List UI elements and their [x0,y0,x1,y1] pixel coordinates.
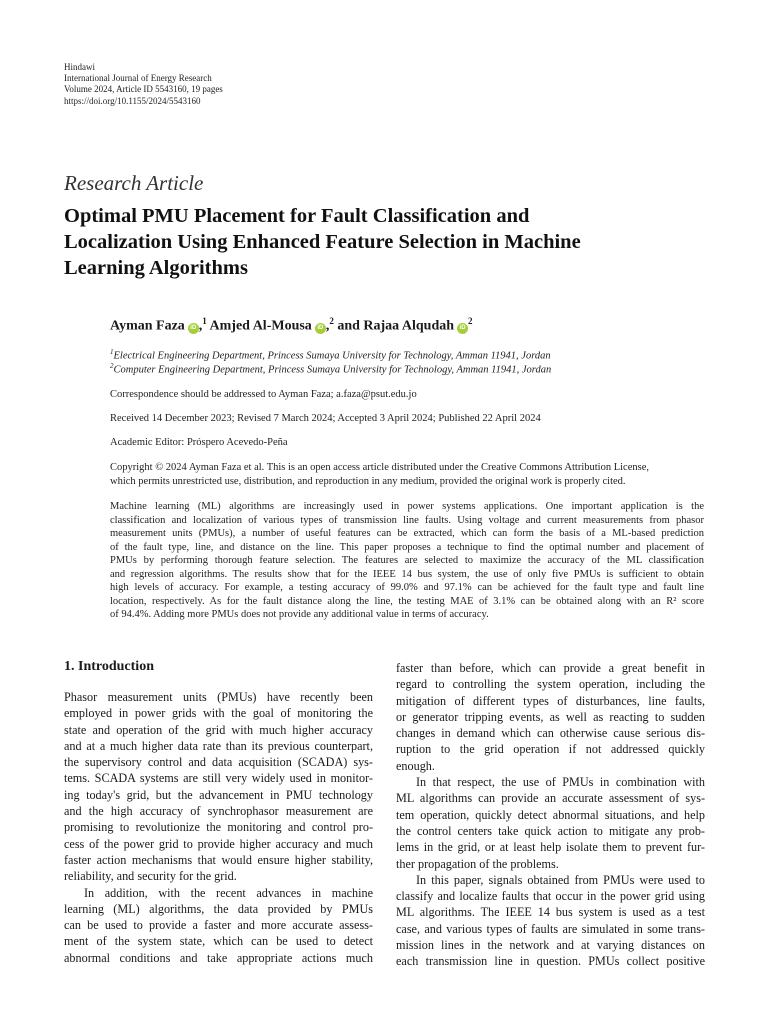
body-line: and the high accuracy of synchrophasor measurement are [64,804,373,819]
author-affiliation-marker: 2 [468,316,473,326]
body-line: the supervisory control and data acquisition (SCADA) sys- [64,755,373,770]
body-line: cess of the power grid to provide higher accuracy and much [64,836,373,851]
body-line: ML algorithms. The IEEE 14 bus system is used as a test [396,905,705,920]
orcid-icon[interactable]: iD [315,323,326,334]
journal-header [64,62,223,107]
body-line: ing today's grid, but the advancement in PMU technology [64,787,373,802]
body-line: enough. [396,758,435,773]
body-column-right [396,660,705,970]
body-line: each transmission line in question. PMUs collect positive [396,954,705,969]
body-line: learning (ML) algorithms, the data provided by PMUs [64,901,373,916]
article-type: Research Article [64,171,204,195]
body-line: In this paper, signals obtained from PMUs were used to [416,872,705,887]
body-line: abnormal conditions and take appropriate actions much [64,950,373,965]
title-line: Optimal PMU Placement for Fault Classification and [64,205,530,227]
title-line: Localization Using Enhanced Feature Selection in Machine [64,231,581,253]
publication-dates: Received 14 December 2023; Revised 7 March 2024; Accepted 3 April 2024; Published 22 April 2024 [110,413,541,424]
abstract-line: Machine learning (ML) algorithms are increasingly used in power systems applications. One important application is the [110,501,704,512]
author-affiliation-marker: 1 [202,316,207,326]
body-line: classify and localize faults that occur in the power grid using [396,889,705,904]
abstract-line: of the fault type, line, and distance on the line. This paper proposes a technique to find the optimal number and placement of [110,541,704,553]
body-line: changes in demand which can otherwise cause serious dis- [396,726,705,741]
body-line: state and operation of the grid with much higher accuracy [64,722,373,737]
body-line: regard to controlling the system operation, including the [396,677,705,692]
body-line: case, and various types of faults are simulated in some trans- [396,921,705,936]
abstract-line: PMUs by performing thorough feature selection. The features are selected to maximize the accuracy of the ML classification [110,555,704,566]
abstract-line: and regression algorithms. The results show that for the IEEE 14 bus system, the use of only five PMUs is sufficient to obtain [110,568,704,580]
body-line: and at a much higher data rate than its previous counterpart, [64,738,373,753]
publisher-name: Hindawi [64,62,95,72]
author-name[interactable]: Ayman Faza [110,318,185,334]
body-column-left [64,689,373,966]
orcid-icon[interactable]: iD [188,323,199,334]
body-line: lems in the grid, or at least help isolate them to prevent fur- [396,840,705,855]
body-line: faster action mechanisms that would ensure higher stability, [64,852,373,867]
author-affiliation-marker: 2 [329,316,334,326]
body-line: reliability, and security for the grid. [64,869,237,884]
doi-link[interactable]: https://doi.org/10.1155/2024/5543160 [64,95,201,106]
body-line: mitigation of different types of disturbances, line faults, [396,693,705,708]
paper-title [64,203,704,281]
body-line: In addition, with the recent advances in machine [84,885,373,900]
copyright-line: Copyright © 2024 Ayman Faza et al. This is an open access article distributed under the Creative Commons Attribution License, [110,462,649,473]
affiliation: $^2$Computer Engineering Department, Princess Sumaya University for Technology, Amman 11941, Jordan [110,362,552,376]
abstract-line: location, respectively. As for the fault distance along the line, the testing MAE of 3.1% can be obtained along with an R² score [110,595,704,607]
body-line: ruption to the grid operation if not addressed quickly [396,742,705,757]
abstract-line: classification and localization of various types of transmission line faults. Using voltage and current measurements from phasor [110,514,704,526]
abstract [110,500,704,622]
body-line: tem operation, quickly detect abnormal situations, and help [396,807,705,822]
section-heading: 1. Introduction [64,659,154,674]
body-line: In that respect, the use of PMUs in combination with [416,775,705,790]
body-line: ment of the system state, which can be used to detect [64,934,373,949]
body-line: ther propagation of the problems. [396,856,559,871]
body-line: faster than before, which can provide a great benefit in [396,661,705,675]
author-list: Ayman Faza iD ,$^1$ Amjed Al-Mousa iD ,$^2$ and Rajaa Alqudah $iD^2$ [110,316,473,334]
body-line: or generator tripping events, as well as reacting to sudden [396,709,705,724]
abstract-line: measurement units (PMUs), a number of useful features can be extracted, which can form the basis of a ML-based prediction [110,528,704,539]
affiliation: $^1$Electrical Engineering Department, Princess Sumaya University for Technology, Amman 11941, Jordan [110,348,551,362]
body-line: promising to revolutionize the monitoring and control pro- [64,820,373,835]
body-line: can be used to provide a faster and more accurate assess- [64,918,373,933]
journal-name: International Journal of Energy Research [64,73,212,84]
correspondence: Correspondence should be addressed to Ayman Faza; a.faza@psut.edu.jo [110,389,417,400]
abstract-line: of 94.4%. Adding more PMUs does not provide any additional value in terms of accuracy. [110,609,489,620]
orcid-icon[interactable]: iD [457,323,468,334]
body-line: mission lines in the network and at varying distances on [396,938,705,953]
copyright-line: which permits unrestricted use, distribution, and reproduction in any medium, provided the original work is properly cited. [110,475,626,487]
abstract-line: high levels of accuracy. For example, a testing accuracy of 99.0% and 97.1% can be achieved for the fault type and fault line [110,582,704,593]
authors-conjunction: and [337,318,360,334]
academic-editor: Academic Editor: Próspero Acevedo-Peña [110,437,288,448]
volume-info: Volume 2024, Article ID 5543160, 19 pages [64,84,223,95]
body-line: the control centers take quick action to mitigate any prob- [396,823,705,838]
body-line: Phasor measurement units (PMUs) have recently been [64,690,373,704]
author-name[interactable]: Amjed Al-Mousa [209,318,312,334]
body-line: tems. SCADA systems are still very widely used in monitor- [64,771,373,786]
body-line: employed in power grids with the goal of monitoring the [64,706,373,721]
body-line: ML algorithms can provide an accurate assessment of sys- [396,791,705,806]
title-line: Learning Algorithms [64,257,248,279]
author-name[interactable]: Rajaa Alqudah [363,318,455,334]
copyright-notice [110,461,704,488]
